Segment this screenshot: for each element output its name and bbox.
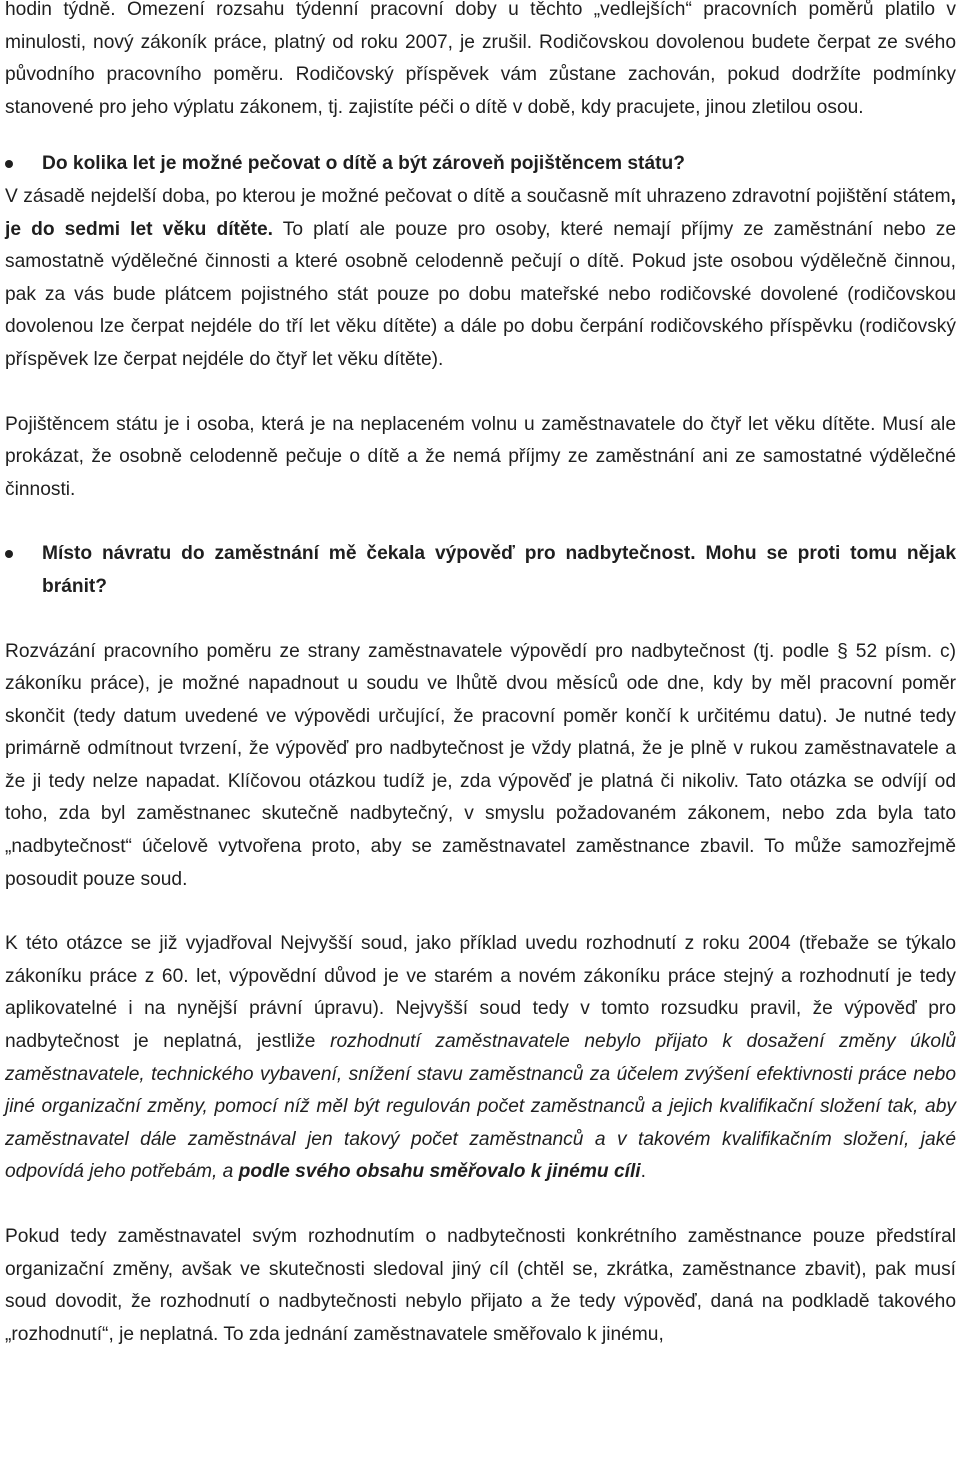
paragraph-pretended-changes: Pokud tedy zaměstnavatel svým rozhodnutím o nadbytečnosti konkrétního zaměstnance pouze předstíral organizační změny, avšak ve skutečnosti sledoval jiný cíl (chtěl se, zkrátka, zaměstnance zbavit), pak musí soud dovodit, že rozhodnutí o nadbytečnosti nebylo přijato a že tedy výpověď, daná na podkladě takového „rozhodnutí“, je neplatná. To zda jednání zaměstnavatele směřovalo k jinému, [5, 1226, 956, 1345]
question-redundancy [5, 538, 956, 603]
bullet-icon [5, 160, 13, 168]
question-text: Do kolika let je možné pečovat o dítě a být zároveň pojištěncem státu? [42, 153, 685, 175]
paragraph-unpaid-leave: Pojištěncem státu je i osoba, která je na neplaceném volnu u zaměstnavatele do čtyř let věku dítěte. Musí ale prokázat, že osobně celodenně pečuje o dítě a že nemá příjmy ze zaměstnání ani ze samostatné výdělečné činnosti. [5, 413, 956, 500]
paragraph-insurance-age: V zásadě nejdelší doba, po kterou je možné pečovat o dítě a současně mít uhrazeno zdravotní pojištění státem, je do sedmi let věku dítěte. To platí ale pouze pro osoby, které nemají příjmy ze zaměstnání nebo ze samostatně výdělečné činnosti a které osobně celodenně pečují o dítě. Pokud jste osobou výdělečně činnou, pak za vás bude plátcem pojistného stát pouze po dobu mateřské nebo rodičovské dovolené (rodičovskou dovolenou lze čerpat nejdéle do tří let věku dítěte) a dále po dobu čerpání rodičovského příspěvku (rodičovský příspěvek lze čerpat nejdéle do čtyř let věku dítěte). [5, 185, 956, 370]
paragraph-maternity-employment: hodin týdně. Omezení rozsahu týdenní pracovní doby u těchto „vedlejších“ pracovních poměrů platilo v minulosti, nový zákoník práce, platný od roku 2007, je zrušil. Rodičovskou dovolenou budete čerpat ze svého původního pracovního poměru. Rodičovský příspěvek vám zůstane zachován, pokud dodržíte podmínky stanovené pro jeho výplatu zákonem, tj. zajistíte péči o dítě v době, kdy pracujete, jinou zletilou osou. [5, 0, 956, 118]
question-state-insured [5, 148, 956, 181]
question-text: Místo návratu do zaměstnání mě čekala výpověď pro nadbytečnost. Mohu se proti tomu nějak bránit? [42, 543, 956, 597]
bullet-icon [5, 550, 13, 558]
paragraph-supreme-court: K této otázce se již vyjadřoval Nejvyšší soud, jako příklad uvedu rozhodnutí z roku 2004 (třebaže se týkalo zákoníku práce z 60. let, výpovědní důvod je ve starém a novém zákoníku práce stejný a rozhodnutí je tedy aplikovatelné i na nynější právní úpravu). Nejvyšší soud tedy v tomto rozsudku pravil, že výpověď pro nadbytečnost je neplatná, jestliže rozhodnutí zaměstnavatele nebylo přijato k dosažení změny úkolů zaměstnavatele, technického vybavení, snížení stavu zaměstnanců za účelem zvýšení efektivnosti práce nebo jiné organizační změny, pomocí níž měl být regulován počet zaměstnanců a jejich kvalifikační složení tak, aby zaměstnavatel dále zaměstnával jen takový počet zaměstnanců a v takovém kvalifikačním složení, jaké odpovídá jeho potřebám, a podle svého obsahu směřovalo k jinému cíli. [5, 933, 957, 1183]
document-page [5, 0, 956, 1351]
paragraph-redundancy-challenge: Rozvázání pracovního poměru ze strany zaměstnavatele výpovědí pro nadbytečnost (tj. podle § 52 písm. c) zákoníku práce), je možné napadnout u soudu ve lhůtě dvou měsíců ode dne, kdy by měl pracovní poměr skončit (tedy datum uvedené ve výpovědi určující, že pracovní poměr končí k určitému datu). Je nutné tedy primárně odmítnout tvrzení, že výpověď pro nadbytečnost je vždy platná, že je plně v rukou zaměstnavatele a že ji tedy nelze napadat. Klíčovou otázkou tudíž je, zda výpověď je platná či nikoliv. Tato otázka se odvíjí od toho, zda byl zaměstnanec skutečně nadbytečný, v smyslu požadovaném zákonem, nebo zda byla tato „nadbytečnost“ účelově vytvořena proto, aby se zaměstnavatel zaměstnance zbavil. To může samozřejmě posoudit pouze soud. [5, 640, 956, 890]
